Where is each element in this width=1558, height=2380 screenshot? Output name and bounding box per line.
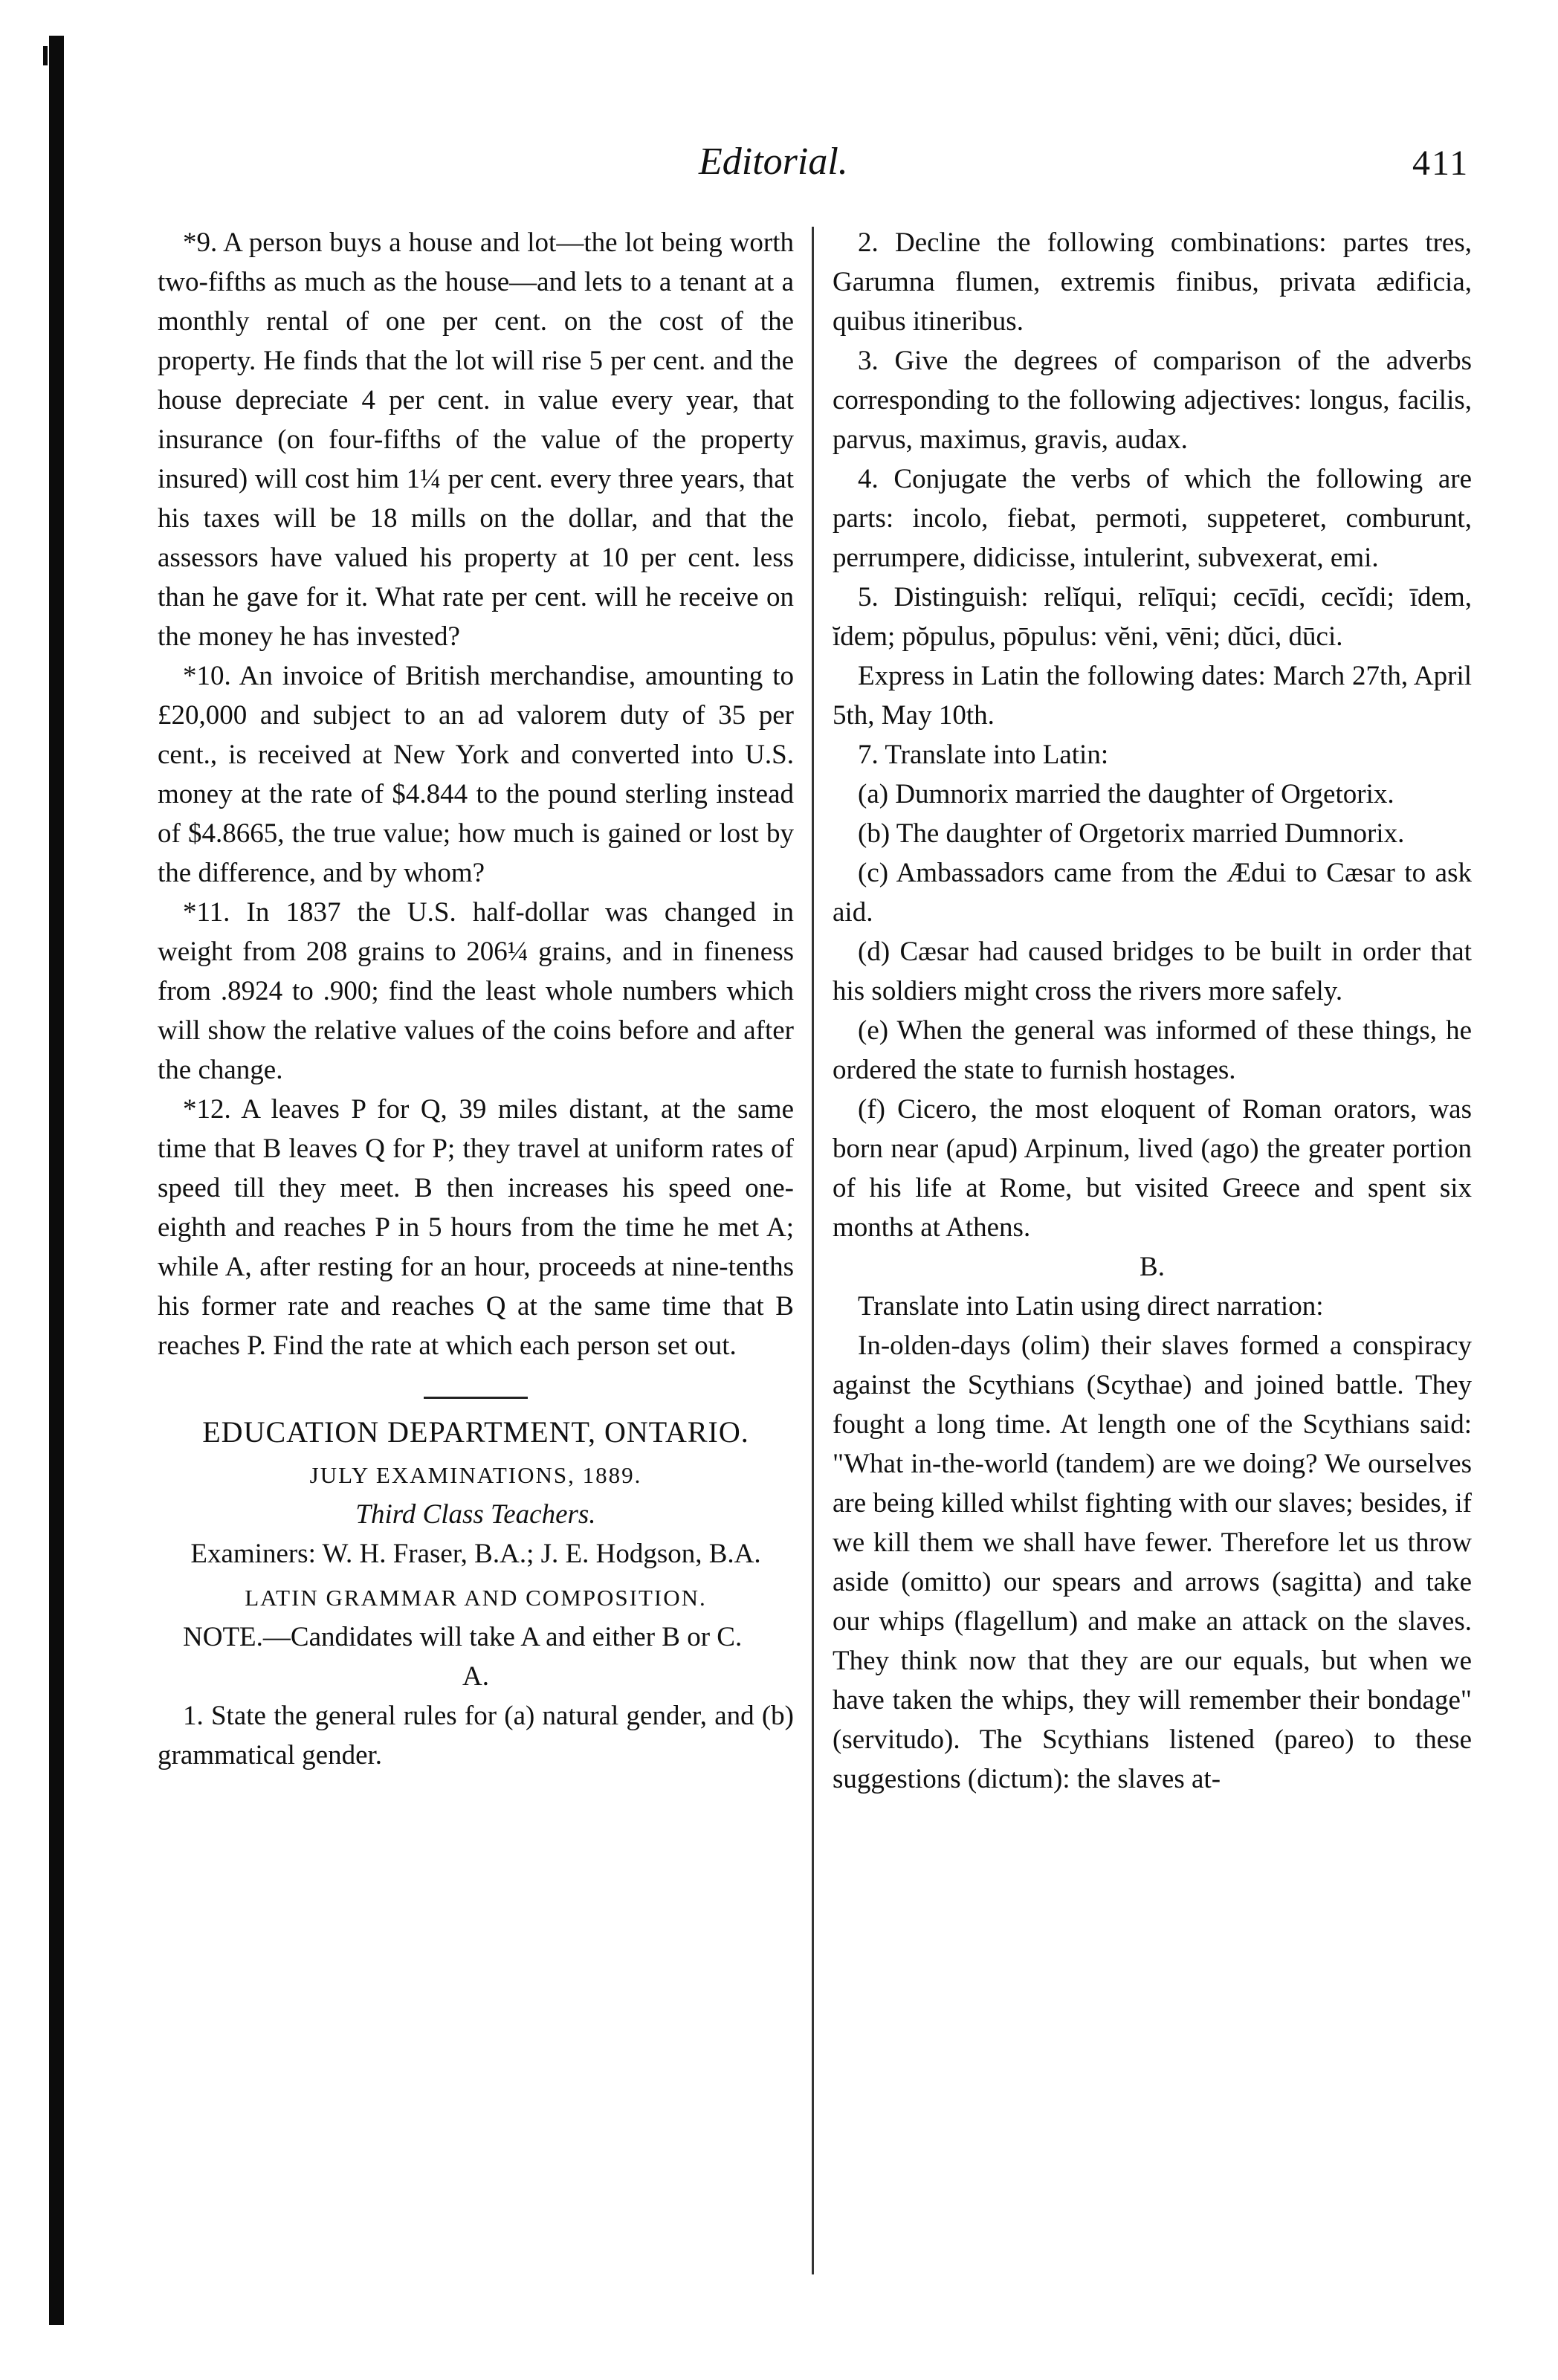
q7-item-e: (e) When the general was informed of these things, he ordered the state to furnish hostages. [833,1015,1472,1085]
q7-item-a: (a) Dumnorix married the daughter of Orgetorix. [858,779,1394,809]
section-b-passage: In-olden-days (olim) their slaves formed a conspiracy against the Scythians (Scythae) and joined battle. They fought a long time. At length one of the Scythians said: "What in-the-world (tandem) are we doing? We ourselves are being killed whilst fighting with our slaves; besides, if we kill them we shall have fewer. Therefore let us throw aside (omitto) our spears and arrows (sagitta) and take our whips (flagellum) and make an attack on the slaves. They think now that they are our equals, but when we have taken the whips, they will remember their bondage" (servitudo). The Scythians listened (pareo) to these suggestions (dictum): the slaves at- [833,1330,1472,1794]
question-7: 7. Translate into Latin: [858,740,1109,770]
q7-item-f: (f) Cicero, the most eloquent of Roman orators, was born near (apud) Arpinum, lived (ago) the greater portion of his life at Rome, but visited Greece and spent six months at Athens. [833,1094,1472,1243]
question-1: 1. State the general rules for (a) natural gender, and (b) grammatical gender. [158,1701,794,1771]
section-a-heading: A. [462,1661,489,1692]
q7-item-c: (c) Ambassadors came from the Ædui to Cæsar to ask aid. [833,858,1472,928]
question-12: *12. A leaves P for Q, 39 miles distant, at the same time that B leaves Q for P; they travel at uniform rates of speed till they meet. B then increases his speed one-eighth and reaches P in 5 hours from the time he met A; while A, after resting for an hour, proceeds at nine-tenths his former rate and reaches Q at the same time that B reaches P. Find the rate at which each person set out. [158,1094,794,1361]
section-rule [424,1397,528,1399]
question-11: *11. In 1837 the U.S. half-dollar was changed in weight from 208 grains to 206¼ grains, and in fineness from .8924 to .900; find the least whole numbers which will show the relative values of the coins before and after the change. [158,897,794,1085]
question-5: 5. Distinguish: relĭqui, relīqui; cecīdi, cecĭdi; īdem, ĭdem; pŏpulus, pōpulus: vĕni, vēni; dŭci, dūci. [833,582,1472,652]
question-3: 3. Give the degrees of comparison of the adverbs corresponding to the following adjectives: longus, facilis, parvus, maximus, gravis, audax. [833,346,1472,455]
candidates-note: NOTE.—Candidates will take A and either B or C. [183,1622,743,1652]
q7-item-b: (b) The daughter of Orgetorix married Dumnorix. [858,818,1405,849]
question-10: *10. An invoice of British merchandise, amounting to £20,000 and subject to an ad valorem duty of 35 per cent., is received at New York and converted into U.S. money at the rate of $4.844 to the pound sterling instead of $4.8665, the true value; how much is gained or lost by the difference, and by whom? [158,661,794,888]
spine-mark [43,46,48,65]
section-b-instruction: Translate into Latin using direct narration: [858,1291,1324,1322]
question-2: 2. Decline the following combinations: partes tres, Garumna flumen, extremis finibus, privata ædificia, quibus itineribus. [833,227,1472,337]
page-number: 411 [1412,143,1470,183]
express-dates: Express in Latin the following dates: March 27th, April 5th, May 10th. [833,661,1472,731]
question-9: *9. A person buys a house and lot—the lot being worth two-fifths as much as the house—and lets to a tenant at a monthly rental of one per cent. on the cost of the property. He finds that the lot will rise 5 per cent. and the house depreciate 4 per cent. in value every year, that insurance (on four-fifths of the value of the property insured) will cost him 1¼ per cent. every three years, that his taxes will be 18 mills on the dollar, and that the assessors have valued his property at 10 per cent. less than he gave for it. What rate per cent. will he receive on the money he has invested? [158,227,794,652]
department-heading: EDUCATION DEPARTMENT, ONTARIO. [202,1415,749,1449]
running-header-title: Editorial. [699,140,848,183]
page-spine-shadow [49,36,64,2325]
left-column [158,223,794,1775]
section-b-heading: B. [1140,1252,1165,1282]
question-4: 4. Conjugate the verbs of which the following are parts: incolo, fiebat, permoti, suppeteret, comburunt, perrumpere, didicisse, intulerint, subvexerat, emi. [833,464,1472,573]
exam-class: Third Class Teachers. [355,1499,596,1530]
exam-title: JULY EXAMINATIONS, 1889. [309,1462,642,1488]
examiners-line: Examiners: W. H. Fraser, B.A.; J. E. Hodgson, B.A. [190,1539,761,1569]
q7-item-d: (d) Cæsar had caused bridges to be built in order that his soldiers might cross the rivers more safely. [833,937,1472,1006]
right-column [833,223,1472,1799]
subject-heading: LATIN GRAMMAR AND COMPOSITION. [245,1585,707,1611]
column-divider [812,227,814,2274]
